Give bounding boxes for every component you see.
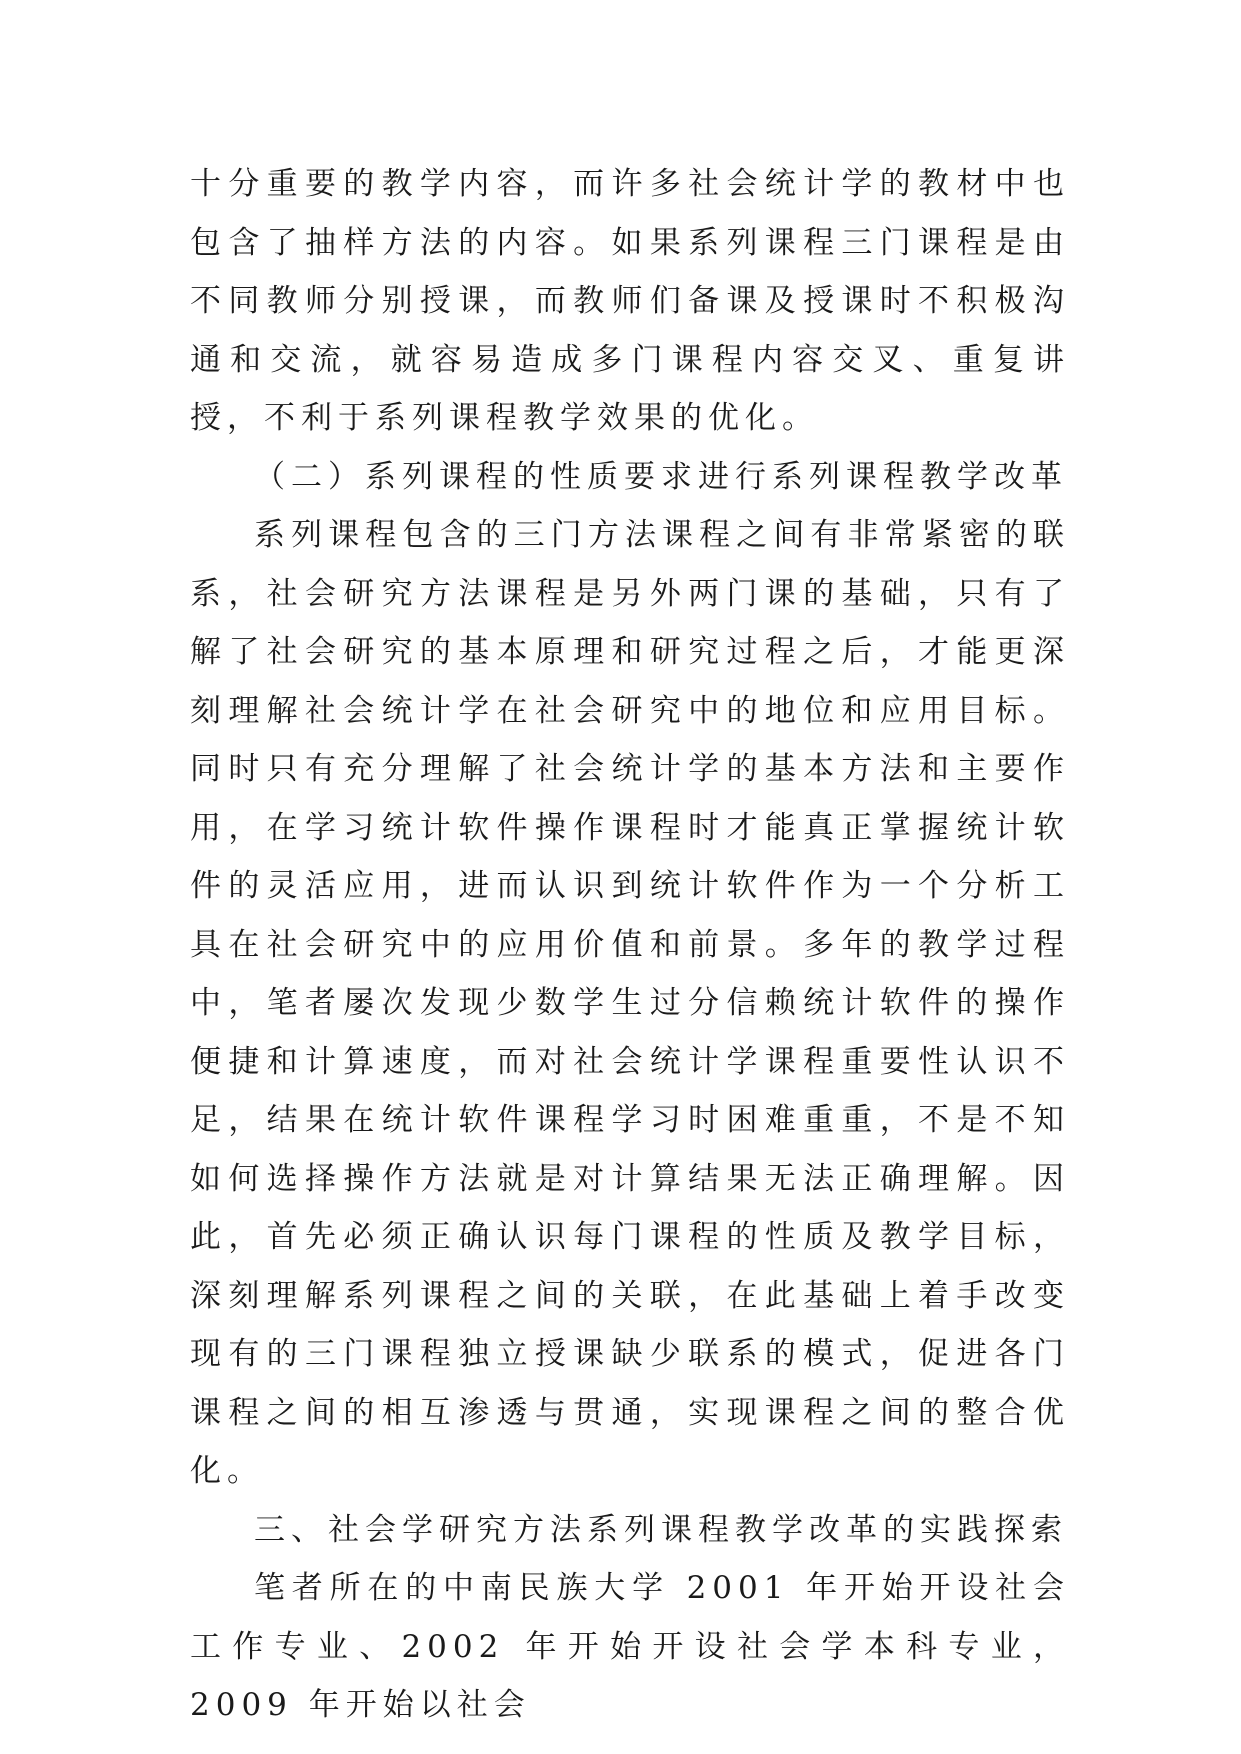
- section-heading-3: 三、社会学研究方法系列课程教学改革的实践探索: [254, 1511, 1068, 1548]
- document-body: [190, 155, 1070, 1735]
- section-heading-2: （二）系列课程的性质要求进行系列课程教学改革: [254, 458, 1068, 495]
- paragraph: 系列课程包含的三门方法课程之间有非常紧密的联系，社会研究方法课程是另外两门课的基础，只有了解了社会研究的基本原理和研究过程之后，才能更深刻理解社会统计学在社会研究中的地位和应用目标。同时只有充分理解了社会统计学的基本方法和主要作用，在学习统计软件操作课程时才能真正掌握统计软件的灵活应用，进而认识到统计软件作为一个分析工具在社会研究中的应用价值和前景。多年的教学过程中，笔者屡次发现少数学生过分信赖统计软件的操作便捷和计算速度，而对社会统计学课程重要性认识不足，结果在统计软件课程学习时困难重重，不是不知如何选择操作方法就是对计算结果无法正确理解。因此，首先必须正确认识每门课程的性质及教学目标，深刻理解系列课程之间的关联，在此基础上着手改变现有的三门课程独立授课缺少联系的模式，促进各门课程之间的相互渗透与贯通，实现课程之间的整合优化。: [190, 517, 1070, 1489]
- paragraph: 笔者所在的中南民族大学 2001 年开始开设社会工作专业、2002 年开始开设社会学本科专业，2009 年开始以社会: [190, 1570, 1070, 1723]
- paragraph-continued: 十分重要的教学内容，而许多社会统计学的教材中也包含了抽样方法的内容。如果系列课程三门课程是由不同教师分别授课，而教师们备课及授课时不积极沟通和交流，就容易造成多门课程内容交叉、重复讲授，不利于系列课程教学效果的优化。: [190, 166, 1070, 436]
